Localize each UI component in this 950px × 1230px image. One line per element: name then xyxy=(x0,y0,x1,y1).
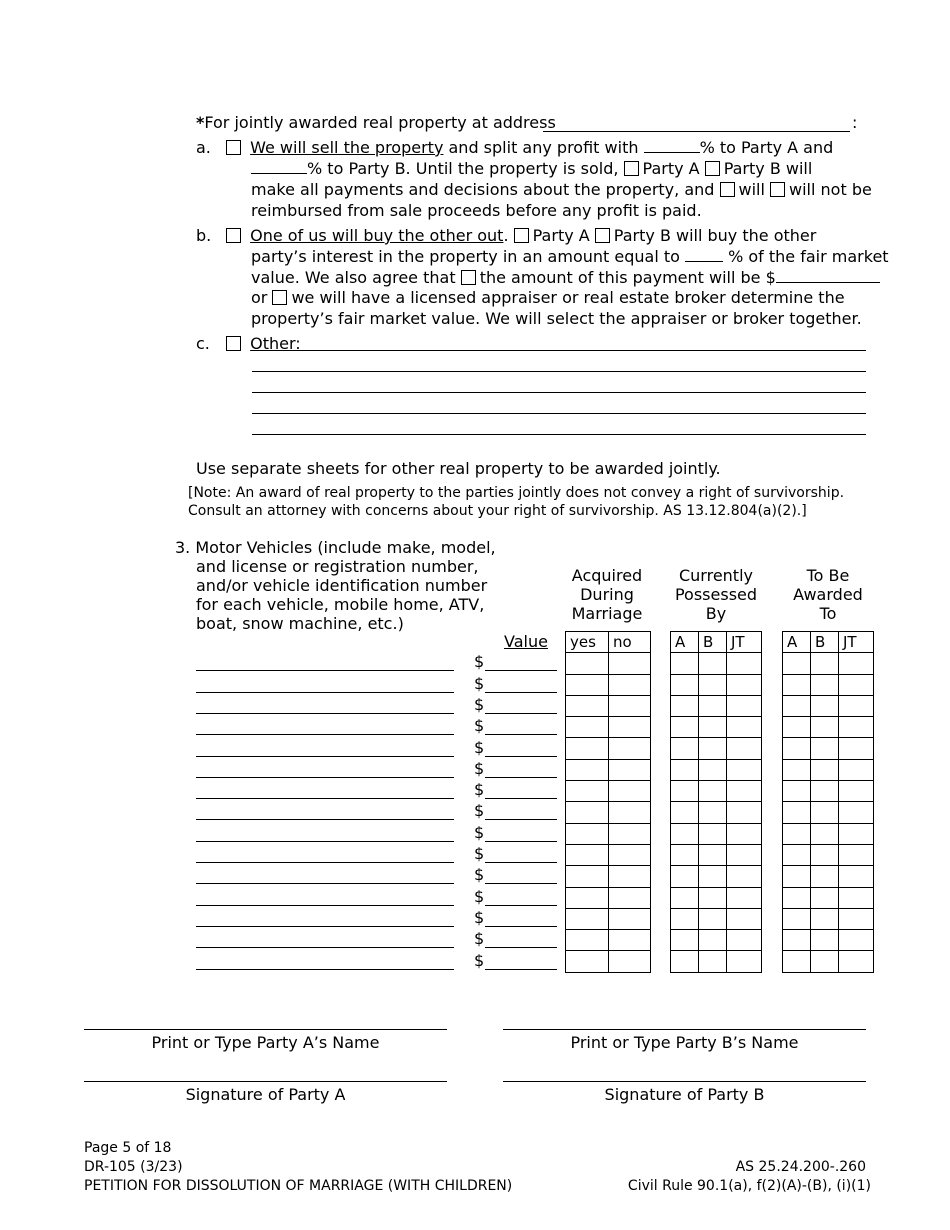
other-field-line[interactable] xyxy=(252,392,866,393)
vehicle-description-field[interactable] xyxy=(196,819,454,820)
table-cell[interactable] xyxy=(839,866,874,887)
dollar-sign: $ xyxy=(474,673,485,693)
table-cell[interactable] xyxy=(699,866,727,887)
option-a-row3: make all payments and decisions about the property, and will will not be xyxy=(251,180,872,199)
vehicle-value-field[interactable] xyxy=(485,713,557,714)
vehicle-description-field[interactable] xyxy=(196,670,454,671)
table-cell[interactable] xyxy=(783,717,811,738)
table-cell[interactable] xyxy=(609,695,651,716)
table-cell[interactable] xyxy=(727,674,762,695)
table-cell[interactable] xyxy=(609,674,651,695)
table-cell[interactable] xyxy=(839,717,874,738)
vehicle-description-field[interactable] xyxy=(196,883,454,884)
table-cell[interactable] xyxy=(727,930,762,951)
table-row xyxy=(566,759,651,780)
vehicle-value-field[interactable] xyxy=(485,926,557,927)
vehicle-value-field[interactable] xyxy=(485,734,557,735)
table-cell[interactable] xyxy=(839,781,874,802)
table-cell[interactable] xyxy=(811,695,839,716)
vehicle-value-field[interactable] xyxy=(485,841,557,842)
table-cell[interactable] xyxy=(839,908,874,929)
table-cell[interactable] xyxy=(811,717,839,738)
table-row xyxy=(671,844,762,865)
party-b-name-field[interactable] xyxy=(503,1029,866,1030)
table-cell[interactable] xyxy=(671,781,699,802)
table-row xyxy=(566,717,651,738)
table-cell[interactable] xyxy=(609,930,651,951)
vehicle-description-field[interactable] xyxy=(196,947,454,948)
table-row xyxy=(783,781,874,802)
table-cell[interactable] xyxy=(839,759,874,780)
option-b-row1: One of us will buy the other out. Party A Party B will buy the other xyxy=(226,226,816,245)
jt-column-header: JT xyxy=(839,632,874,653)
table-cell[interactable] xyxy=(566,844,609,865)
a-column-header: A xyxy=(783,632,811,653)
table-cell[interactable] xyxy=(839,844,874,865)
table-row xyxy=(671,695,762,716)
table-cell[interactable] xyxy=(699,695,727,716)
form-number: DR-105 (3/23) xyxy=(84,1159,183,1175)
table-cell[interactable] xyxy=(727,844,762,865)
yes-column-header: yes xyxy=(566,632,609,653)
table-cell[interactable] xyxy=(671,695,699,716)
party-a-buy-checkbox[interactable] xyxy=(514,228,529,243)
fixed-amount-checkbox[interactable] xyxy=(461,270,476,285)
vehicle-value-field[interactable] xyxy=(485,692,557,693)
option-a-row1: We will sell the property and split any profit with % to Party A and xyxy=(226,138,833,157)
dollar-sign: $ xyxy=(474,950,485,970)
dollar-sign: $ xyxy=(474,737,485,757)
table-cell[interactable] xyxy=(783,866,811,887)
a-column-header: A xyxy=(671,632,699,653)
table-row xyxy=(671,930,762,951)
table-cell[interactable] xyxy=(727,695,762,716)
vehicle-description-field[interactable] xyxy=(196,905,454,906)
party-a-percent-field[interactable] xyxy=(644,138,700,153)
table-row xyxy=(783,930,874,951)
possessed-table xyxy=(670,631,762,973)
table-row xyxy=(783,866,874,887)
table-cell[interactable] xyxy=(783,802,811,823)
note-line-1: [Note: An award of real property to the parties jointly does not convey a right of survivorship. xyxy=(188,485,845,501)
note-line-2: Consult an attorney with concerns about your right of survivorship. AS 13.12.804(a)(2).] xyxy=(188,503,807,519)
will-not-reimburse-checkbox[interactable] xyxy=(770,182,785,197)
table-row xyxy=(671,887,762,908)
party-a-payments-checkbox[interactable] xyxy=(624,161,639,176)
table-cell[interactable] xyxy=(699,717,727,738)
table-cell[interactable] xyxy=(727,802,762,823)
party-b-name-label: Print or Type Party B’s Name xyxy=(570,1033,799,1052)
table-cell[interactable] xyxy=(811,653,839,674)
table-cell[interactable] xyxy=(566,823,609,844)
acquired-table xyxy=(565,631,651,973)
intro-colon: : xyxy=(852,113,858,132)
b-column-header: B xyxy=(699,632,727,653)
table-cell[interactable] xyxy=(699,759,727,780)
table-cell[interactable] xyxy=(727,823,762,844)
table-cell[interactable] xyxy=(839,823,874,844)
table-cell[interactable] xyxy=(609,908,651,929)
table-cell[interactable] xyxy=(671,653,699,674)
table-cell[interactable] xyxy=(609,717,651,738)
table-cell[interactable] xyxy=(727,887,762,908)
option-c-letter: c. xyxy=(196,334,210,353)
table-row xyxy=(566,802,651,823)
table-cell[interactable] xyxy=(727,759,762,780)
table-cell[interactable] xyxy=(566,866,609,887)
table-row xyxy=(783,844,874,865)
table-cell[interactable] xyxy=(839,887,874,908)
appraiser-checkbox[interactable] xyxy=(272,290,287,305)
vehicle-description-field[interactable] xyxy=(196,926,454,927)
table-row xyxy=(566,951,651,972)
statute-reference: AS 25.24.200-.260 xyxy=(735,1159,866,1175)
table-cell[interactable] xyxy=(609,887,651,908)
table-cell[interactable] xyxy=(783,823,811,844)
table-cell[interactable] xyxy=(839,951,874,972)
table-cell[interactable] xyxy=(566,781,609,802)
dollar-sign: $ xyxy=(474,907,485,927)
table-cell[interactable] xyxy=(839,695,874,716)
table-cell[interactable] xyxy=(783,759,811,780)
table-cell[interactable] xyxy=(671,717,699,738)
option-b-row5: property’s fair market value. We will select the appraiser or broker together. xyxy=(251,309,862,328)
other-field-line[interactable] xyxy=(252,371,866,372)
table-row xyxy=(566,930,651,951)
vehicle-value-field[interactable] xyxy=(485,969,557,970)
table-cell[interactable] xyxy=(566,951,609,972)
table-row xyxy=(783,717,874,738)
vehicle-value-field[interactable] xyxy=(485,862,557,863)
table-cell[interactable] xyxy=(783,674,811,695)
page-number: Page 5 of 18 xyxy=(84,1140,172,1156)
table-cell[interactable] xyxy=(671,674,699,695)
jt-column-header: JT xyxy=(727,632,762,653)
awarded-header: To Be Awarded To xyxy=(793,566,863,623)
table-cell[interactable] xyxy=(566,695,609,716)
table-cell[interactable] xyxy=(811,823,839,844)
option-c-row xyxy=(226,334,301,353)
acquired-header: Acquired During Marriage xyxy=(571,566,643,623)
vehicle-value-field[interactable] xyxy=(485,756,557,757)
table-cell[interactable] xyxy=(609,866,651,887)
b-column-header: B xyxy=(811,632,839,653)
vehicle-description-field[interactable] xyxy=(196,798,454,799)
vehicle-description-field[interactable] xyxy=(196,692,454,693)
table-cell[interactable] xyxy=(811,738,839,759)
table-cell[interactable] xyxy=(609,844,651,865)
table-row xyxy=(671,717,762,738)
table-cell[interactable] xyxy=(699,674,727,695)
table-cell[interactable] xyxy=(699,930,727,951)
option-a-label: We will sell the property xyxy=(250,138,444,157)
table-row xyxy=(783,951,874,972)
vehicle-value-field[interactable] xyxy=(485,883,557,884)
party-b-buy-checkbox[interactable] xyxy=(595,228,610,243)
table-cell[interactable] xyxy=(727,781,762,802)
table-row xyxy=(671,802,762,823)
table-cell[interactable] xyxy=(811,759,839,780)
option-a-row4: reimbursed from sale proceeds before any profit is paid. xyxy=(251,201,702,220)
table-cell[interactable] xyxy=(727,738,762,759)
table-cell[interactable] xyxy=(811,866,839,887)
table-cell[interactable] xyxy=(811,951,839,972)
table-cell[interactable] xyxy=(811,908,839,929)
table-cell[interactable] xyxy=(609,738,651,759)
table-row xyxy=(671,738,762,759)
dollar-sign: $ xyxy=(474,801,485,821)
table-cell[interactable] xyxy=(671,866,699,887)
table-row xyxy=(566,653,651,674)
table-cell[interactable] xyxy=(811,802,839,823)
table-cell[interactable] xyxy=(609,781,651,802)
table-row xyxy=(783,674,874,695)
table-cell[interactable] xyxy=(811,781,839,802)
table-cell[interactable] xyxy=(671,738,699,759)
dollar-sign: $ xyxy=(474,694,485,714)
awarded-table xyxy=(782,631,874,973)
option-a-checkbox[interactable] xyxy=(226,140,241,155)
dollar-sign: $ xyxy=(474,758,485,778)
table-row xyxy=(671,759,762,780)
party-a-signature-label: Signature of Party A xyxy=(185,1085,346,1104)
table-cell[interactable] xyxy=(671,887,699,908)
table-cell[interactable] xyxy=(783,887,811,908)
table-row xyxy=(566,695,651,716)
table-row xyxy=(783,738,874,759)
table-cell[interactable] xyxy=(671,823,699,844)
table-cell[interactable] xyxy=(609,823,651,844)
party-b-signature-label: Signature of Party B xyxy=(604,1085,765,1104)
table-cell[interactable] xyxy=(811,674,839,695)
vehicle-value-field[interactable] xyxy=(485,670,557,671)
table-row xyxy=(566,674,651,695)
table-cell[interactable] xyxy=(699,781,727,802)
table-row xyxy=(566,908,651,929)
table-cell[interactable] xyxy=(783,844,811,865)
table-cell[interactable] xyxy=(839,674,874,695)
table-cell[interactable] xyxy=(699,738,727,759)
table-cell[interactable] xyxy=(783,951,811,972)
table-cell[interactable] xyxy=(609,951,651,972)
table-cell[interactable] xyxy=(839,738,874,759)
buyout-percent-field[interactable] xyxy=(685,247,723,262)
vehicle-description-field[interactable] xyxy=(196,713,454,714)
table-cell[interactable] xyxy=(783,908,811,929)
option-a-letter: a. xyxy=(196,138,211,157)
table-cell[interactable] xyxy=(783,738,811,759)
table-header-row xyxy=(671,632,762,653)
table-cell[interactable] xyxy=(727,866,762,887)
table-cell[interactable] xyxy=(839,802,874,823)
dollar-sign: $ xyxy=(474,652,485,672)
table-row xyxy=(671,653,762,674)
dollar-sign: $ xyxy=(474,780,485,800)
real-property-intro: *For jointly awarded real property at address xyxy=(196,113,556,132)
table-cell[interactable] xyxy=(839,653,874,674)
table-cell[interactable] xyxy=(727,908,762,929)
table-row xyxy=(671,951,762,972)
table-row xyxy=(783,908,874,929)
table-header-row xyxy=(566,632,651,653)
separate-sheets-text: Use separate sheets for other real property to be awarded jointly. xyxy=(196,459,721,478)
table-cell[interactable] xyxy=(671,759,699,780)
table-row xyxy=(783,695,874,716)
table-cell[interactable] xyxy=(699,653,727,674)
table-row xyxy=(783,653,874,674)
vehicle-description-field[interactable] xyxy=(196,734,454,735)
table-cell[interactable] xyxy=(783,695,811,716)
table-cell[interactable] xyxy=(671,908,699,929)
table-header-row xyxy=(783,632,874,653)
table-cell[interactable] xyxy=(566,717,609,738)
dollar-sign: $ xyxy=(474,716,485,736)
dollar-sign: $ xyxy=(474,844,485,863)
table-cell[interactable] xyxy=(566,674,609,695)
table-row xyxy=(671,908,762,929)
table-cell[interactable] xyxy=(609,802,651,823)
option-b-row3: value. We also agree that the amount of this payment will be $ xyxy=(251,268,880,287)
table-cell[interactable] xyxy=(811,887,839,908)
table-row xyxy=(783,823,874,844)
table-cell[interactable] xyxy=(699,844,727,865)
table-cell[interactable] xyxy=(811,930,839,951)
table-row xyxy=(671,674,762,695)
table-cell[interactable] xyxy=(811,844,839,865)
vehicle-value-field[interactable] xyxy=(485,798,557,799)
vehicle-description-field[interactable] xyxy=(196,841,454,842)
table-cell[interactable] xyxy=(727,653,762,674)
dollar-sign: $ xyxy=(474,822,485,842)
value-column-label: Value xyxy=(504,632,548,651)
vehicle-description-field[interactable] xyxy=(196,756,454,757)
table-cell[interactable] xyxy=(671,802,699,823)
civil-rule-reference: Civil Rule 90.1(a), f(2)(A)-(B), (i)(1) xyxy=(627,1178,871,1194)
table-row xyxy=(783,887,874,908)
payment-amount-field[interactable] xyxy=(776,268,880,283)
dollar-sign: $ xyxy=(474,865,485,885)
party-b-payments-checkbox[interactable] xyxy=(705,161,720,176)
table-row xyxy=(783,802,874,823)
party-b-percent-field[interactable] xyxy=(251,159,307,174)
address-field[interactable] xyxy=(543,131,850,132)
party-b-signature-field[interactable] xyxy=(503,1081,866,1082)
table-cell[interactable] xyxy=(699,887,727,908)
party-a-signature-field[interactable] xyxy=(84,1081,447,1082)
vehicle-value-field[interactable] xyxy=(485,905,557,906)
table-cell[interactable] xyxy=(566,759,609,780)
option-c-label: Other: xyxy=(250,334,301,353)
no-column-header: no xyxy=(609,632,651,653)
table-cell[interactable] xyxy=(783,653,811,674)
table-row xyxy=(566,887,651,908)
table-row xyxy=(566,738,651,759)
vehicle-description-field[interactable] xyxy=(196,969,454,970)
table-cell[interactable] xyxy=(609,653,651,674)
required-star: * xyxy=(196,113,205,132)
table-row xyxy=(783,759,874,780)
table-row xyxy=(566,823,651,844)
table-row xyxy=(566,866,651,887)
option-b-row2: party’s interest in the property in an amount equal to % of the fair market xyxy=(251,247,889,266)
table-cell[interactable] xyxy=(671,951,699,972)
option-b-checkbox[interactable] xyxy=(226,228,241,243)
table-cell[interactable] xyxy=(566,887,609,908)
possessed-header: Currently Possessed By xyxy=(674,566,758,623)
option-b-row4: or we will have a licensed appraiser or real estate broker determine the xyxy=(251,288,845,307)
vehicles-heading: 3. Motor Vehicles (include make, model, and license or registration number, and/or vehicle identification number for each vehicle, mobile home, ATV, boat, snow machine, etc.) xyxy=(175,538,496,633)
table-cell[interactable] xyxy=(566,908,609,929)
vehicle-description-field[interactable] xyxy=(196,862,454,863)
option-b-label: One of us will buy the other out xyxy=(250,226,504,245)
vehicle-value-field[interactable] xyxy=(485,819,557,820)
table-row xyxy=(671,823,762,844)
table-cell[interactable] xyxy=(609,759,651,780)
table-cell[interactable] xyxy=(839,930,874,951)
party-a-name-label: Print or Type Party A’s Name xyxy=(151,1033,380,1052)
table-cell[interactable] xyxy=(566,653,609,674)
party-a-name-field[interactable] xyxy=(84,1029,447,1030)
table-cell[interactable] xyxy=(699,823,727,844)
other-field-line[interactable] xyxy=(252,413,866,414)
dollar-sign: $ xyxy=(474,886,485,906)
table-cell[interactable] xyxy=(671,844,699,865)
table-cell[interactable] xyxy=(699,908,727,929)
table-row xyxy=(566,781,651,802)
vehicle-value-field[interactable] xyxy=(485,947,557,948)
will-reimburse-checkbox[interactable] xyxy=(720,182,735,197)
table-row xyxy=(671,781,762,802)
vehicle-description-field[interactable] xyxy=(196,777,454,778)
option-b-letter: b. xyxy=(196,226,212,245)
table-row xyxy=(671,866,762,887)
vehicle-value-field[interactable] xyxy=(485,777,557,778)
other-field-line[interactable] xyxy=(300,350,866,351)
table-cell[interactable] xyxy=(566,930,609,951)
table-cell[interactable] xyxy=(699,951,727,972)
table-cell[interactable] xyxy=(727,951,762,972)
table-cell[interactable] xyxy=(671,930,699,951)
table-cell[interactable] xyxy=(566,738,609,759)
option-a-row2: % to Party B. Until the property is sold, Party A Party B will xyxy=(251,159,812,178)
other-field-line[interactable] xyxy=(252,434,866,435)
form-title: PETITION FOR DISSOLUTION OF MARRIAGE (WITH CHILDREN) xyxy=(84,1178,513,1194)
table-cell[interactable] xyxy=(699,802,727,823)
table-cell[interactable] xyxy=(783,930,811,951)
table-cell[interactable] xyxy=(783,781,811,802)
table-cell[interactable] xyxy=(727,717,762,738)
option-c-checkbox[interactable] xyxy=(226,336,241,351)
table-cell[interactable] xyxy=(566,802,609,823)
table-row xyxy=(566,844,651,865)
dollar-sign: $ xyxy=(474,929,485,949)
